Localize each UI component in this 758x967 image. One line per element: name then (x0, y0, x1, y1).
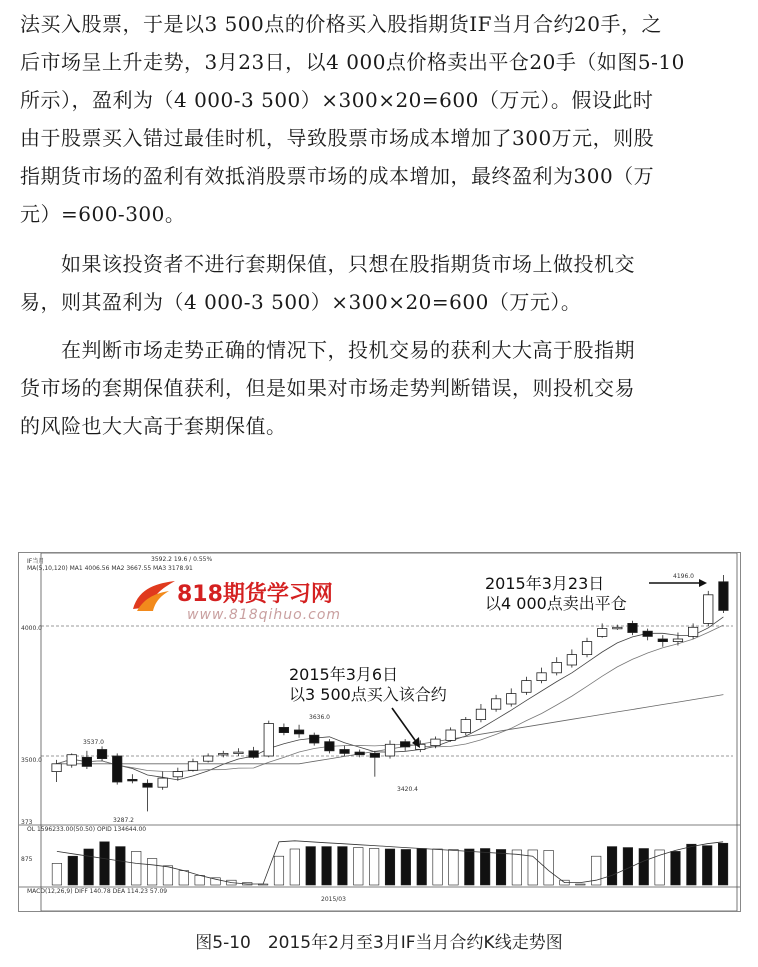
candle-body (582, 642, 591, 655)
candle-body (158, 778, 167, 787)
macd-header: MACD(12,26,9) DIFF 140.78 DEA 114.23 57.09 (27, 888, 168, 895)
volume-bar (702, 846, 712, 885)
date-label: 2015/03 (321, 896, 346, 903)
candle-body (97, 750, 106, 759)
paragraph-line: 易，则其盈利为（4 000-3 500）×300×20=600（万元）。 (20, 290, 582, 314)
candle-body (431, 739, 440, 746)
volume-bar (449, 849, 459, 885)
candle-body (249, 751, 258, 758)
candle-body (173, 772, 182, 777)
volume-bar (671, 851, 681, 885)
candle-body (188, 762, 197, 771)
candle-body (203, 756, 212, 761)
candle-body (567, 655, 576, 665)
volume-bar (163, 866, 173, 885)
volume-bar (290, 849, 300, 885)
kline-figure (18, 552, 741, 912)
candle-body (67, 755, 76, 765)
candle-body (128, 779, 137, 781)
candle-body (522, 681, 531, 693)
paragraph-line: 法买入股票，于是以3 500点的价格买入股指期货IF当月合约20手，之 (20, 12, 662, 36)
annotation-buy-action: 以3 500点买入该合约 (289, 685, 447, 704)
volume-bar (306, 847, 316, 885)
buy-arrow (392, 708, 417, 743)
high-label-3537: 3537.0 (83, 739, 104, 746)
candle-body (658, 639, 667, 642)
volume-bar (401, 849, 411, 885)
volume-bar (718, 843, 728, 885)
candle-body (704, 595, 713, 624)
volume-bar (147, 859, 157, 885)
candle-body (294, 730, 303, 734)
volume-header: OL 1596233.00(50.50) OPID 134644.00 (27, 826, 147, 833)
volume-bar (528, 850, 538, 885)
volume-bar (496, 849, 506, 885)
candle-body (552, 662, 561, 672)
high-label-4196: 4196.0 (673, 573, 694, 580)
volume-bar (68, 856, 78, 885)
chart-header-left: IF当月 (27, 558, 45, 565)
y-label-4000: 4000.0 (21, 625, 42, 632)
paragraph-line: 货市场的套期保值获利，但是如果对市场走势判断错误，则投机交易 (20, 376, 635, 400)
candle-body (688, 627, 697, 636)
candle-body (673, 639, 682, 642)
volume-bar (639, 849, 649, 885)
candle-body (643, 631, 652, 636)
candle-body (400, 742, 409, 747)
chart-header-price: 3592.2 19.6 / 0.55% (151, 556, 213, 563)
chart-header-ma: MA(5,10,120) MA1 4006.56 MA2 3667.55 MA3 3178.91 (27, 565, 193, 572)
candle-body (628, 623, 637, 632)
volume-bar (116, 847, 126, 885)
volume-bar (385, 849, 395, 885)
volume-bar (354, 848, 364, 885)
candle-body (446, 730, 455, 740)
low-label-3287: 3287.2 (113, 817, 134, 824)
flame-icon (129, 579, 177, 611)
high-label-3636: 3636.0 (309, 714, 330, 721)
volume-axis-label: 875 (21, 856, 33, 863)
candle-body (279, 727, 288, 732)
candle-body (461, 720, 470, 733)
figure-caption: 图5-10 2015年2月至3月IF当月合约K线走势图 (195, 933, 563, 953)
volume-bar (369, 849, 379, 885)
volume-bar (433, 849, 443, 885)
candle-body (476, 709, 485, 719)
candle-body (355, 752, 364, 755)
volume-bar (131, 851, 141, 885)
volume-bar (274, 856, 284, 885)
candle-body (264, 724, 273, 757)
volume-bar (480, 849, 490, 885)
volume-bar (52, 863, 62, 885)
sell-arrowhead (699, 579, 707, 587)
candle-body (113, 756, 122, 782)
left-small-label: 373 (21, 819, 33, 826)
candle-body (613, 627, 622, 629)
candle-body (82, 757, 91, 766)
volume-bar (417, 849, 427, 885)
volume-bar (607, 847, 617, 885)
candle-body (310, 735, 319, 743)
paragraph-line: 由于股票买入错过最佳时机，导致股票市场成本增加了300万元，则股 (20, 126, 655, 150)
volume-bar (512, 850, 522, 885)
volume-bar (179, 871, 189, 885)
kline-chart (19, 553, 740, 911)
volume-bar (84, 849, 94, 885)
paragraph-line: 的风险也大大高于套期保值。 (20, 414, 287, 438)
candle-body (325, 742, 334, 751)
y-label-3500: 3500.0 (21, 757, 42, 764)
candle-body (370, 753, 379, 757)
paragraph-line: 指期货市场的盈利有效抵消股票市场的成本增加，最终盈利为300（万 (20, 164, 655, 188)
volume-bar (576, 884, 586, 885)
volume-bar (465, 849, 475, 885)
volume-bar (195, 875, 205, 885)
watermark-logo (129, 579, 379, 627)
candle-body (52, 764, 61, 772)
annotation-sell-action: 以4 000点卖出平仓 (485, 594, 627, 613)
candle-body (219, 753, 228, 755)
volume-bar (322, 847, 332, 885)
volume-bar (100, 842, 110, 885)
annotation-buy-date: 2015年3月6日 (289, 665, 399, 684)
annotation-sell-date: 2015年3月23日 (485, 574, 605, 593)
candle-body (491, 699, 500, 709)
candle-body (143, 783, 152, 787)
candle-body (597, 629, 606, 637)
candle-body (537, 673, 546, 681)
volume-bar (687, 844, 697, 885)
candle-body (719, 582, 728, 611)
paragraph-line: 在判断市场走势正确的情况下，投机交易的获利大大高于股指期 (20, 338, 635, 362)
candle-body (385, 744, 394, 756)
logo-text: 818期货学习网 (177, 582, 333, 607)
candle-body (340, 750, 349, 754)
paragraph-line: 如果该投资者不进行套期保值，只想在股指期货市场上做投机交 (20, 252, 635, 276)
candle-body (234, 752, 243, 754)
paragraph-line: 所示），盈利为（4 000-3 500）×300×20=600（万元）。假设此时 (20, 88, 654, 112)
volume-bar (338, 847, 348, 885)
candle-body (507, 694, 516, 704)
paragraph-line: 元）=600-300。 (20, 202, 186, 226)
paragraph-line: 后市场呈上升走势，3月23日，以4 000点价格卖出平仓20手（如图5-10 (20, 50, 685, 74)
low-label-3420: 3420.4 (397, 786, 418, 793)
logo-url: www.818qihuo.com (187, 607, 342, 623)
